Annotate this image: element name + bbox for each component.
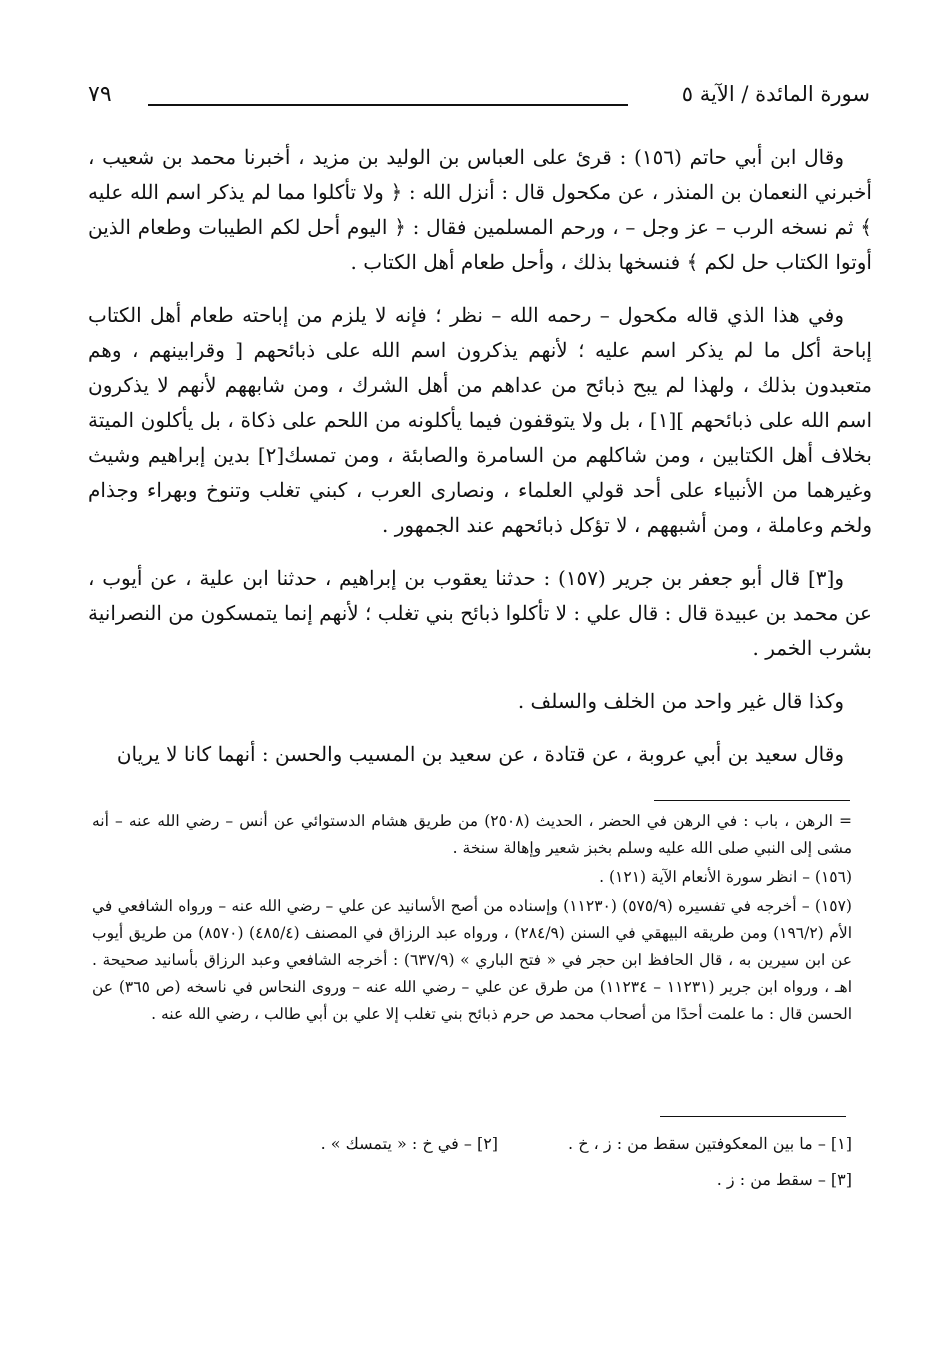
paragraph: و[٣] قال أبو جعفر بن جرير (١٥٧) : حدثنا يعقوب بن إبراهيم ، حدثنا ابن علية ، عن أيوب ، عن محمد بن عبيدة قال : قال علي : لا تأكلوا ذبائح بني تغلب ؛ لأنهم إنما يتمسكون من النصرانية بشرب الخمر . <box>88 566 872 660</box>
variants-row <box>92 1162 852 1198</box>
main-text <box>88 140 872 790</box>
footnote: (١٥٧) – أخرجه في تفسيره (٥٧٥/٩) (١١٢٣٠) وإسناده من أصح الأسانيد عن علي – رضي الله عنه – ورواه الشافعي في الأم (١٩٦/٢) ومن طريقه البيهقي في السنن (٢٨٤/٩) ، ورواه عبد الرزاق في المصنف (٤٨٥/٤) (٨٥٧٠) من طريق أيوب عن ابن سيرين به ، قال الحافظ ابن حجر في « فتح الباري » (٦٣٧/٩) : أخرجه الشافعي وعبد الرزاق بأسانيد صحيحة . اهـ ، ورواه ابن جرير (١١٢٣١ – ١١٢٣٤) من طرق عن علي – رضي الله عنه – وروى النحاس في ناسخه (ص ٣٦٥) عن الحسن قال : ما علمت أحدًا من أصحاب محمد ص حرم ذبائح بني تغلب إلا علي بن أبي طالب ، رضي الله عنه . <box>92 897 853 1023</box>
paragraph: وقال ابن أبي حاتم (١٥٦) : قرئ على العباس بن الوليد بن مزيد ، أخبرنا محمد بن شعيب ، أخبرني النعمان بن المنذر ، عن مكحول قال : أنزل الله : ﴿ ولا تأكلوا مما لم يذكر اسم الله عليه ﴾ ثم نسخه الرب – عز وجل – ، ورحم المسلمين فقال : ﴿ اليوم أحل لكم الطيبات وطعام الذين أوتوا الكتاب حل لكم ﴾ فنسخها بذلك ، وأحل طعام أهل الكتاب . <box>88 145 872 274</box>
paragraph: وقال سعيد بن أبي عروبة ، عن قتادة ، عن سعيد بن المسيب والحسن : أنهما كانا لا يريان <box>116 742 844 766</box>
variant-note: [٢] – في خ : « يتمسك » . <box>320 1134 499 1153</box>
footnote-divider <box>654 800 850 801</box>
paragraph: وكذا قال غير واحد من الخلف والسلف . <box>517 689 844 713</box>
variant-note: [٣] – سقط من : ز . <box>716 1170 852 1189</box>
footnote: = الرهن ، باب : في الرهن في الحضر ، الحديث (٢٥٠٨) من طريق هشام الدستوائي عن أنس – رضي الله عنه – أنه مشى إلى النبي صلى الله عليه وسلم بخبز شعير وإهالة سنخة . <box>92 812 852 857</box>
header-rule <box>148 104 628 106</box>
variant-note: [١] – ما بين المعكوفتين سقط من : ز ، خ . <box>568 1134 852 1153</box>
variants-divider <box>660 1116 846 1117</box>
page-number: ٧٩ <box>88 82 112 107</box>
surah-title: سورة المائدة / الآية ٥ <box>681 82 870 106</box>
variants-row <box>92 1126 852 1162</box>
footnotes <box>92 808 852 1030</box>
footnote: (١٥٦) – انظر سورة الأنعام الآية (١٢١) . <box>599 868 852 886</box>
page-header <box>80 80 870 120</box>
manuscript-variants <box>92 1126 852 1198</box>
paragraph: وفي هذا الذي قاله مكحول – رحمه الله – نظر ؛ فإنه لا يلزم من إباحته طعام أهل الكتاب إباحة أكل ما لم يذكر اسم عليه ؛ لأنهم يذكرون اسم الله على ذبائحهم [ وقرابينهم ، وهم متعبدون بذلك ، ولهذا لم يبح ذبائح من عداهم من أهل الشرك ، ومن شابههم لأنهم لا يذكرون اسم الله على ذبائحهم ][١] ، بل ولا يتوقفون فيما يأكلونه من اللحم على ذكاة ، بل يأكلون الميتة بخلاف أهل الكتابين ، ومن شاكلهم من السامرة والصابئة ، ومن تمسك[٢] بدين إبراهيم وشيث وغيرهما من الأنبياء على أحد قولي العلماء ، ونصارى العرب ، كبني تغلب وتنوخ وبهراء وجذام ولخم وعاملة ، ومن أشبههم ، لا تؤكل ذبائحهم عند الجمهور . <box>88 303 873 537</box>
